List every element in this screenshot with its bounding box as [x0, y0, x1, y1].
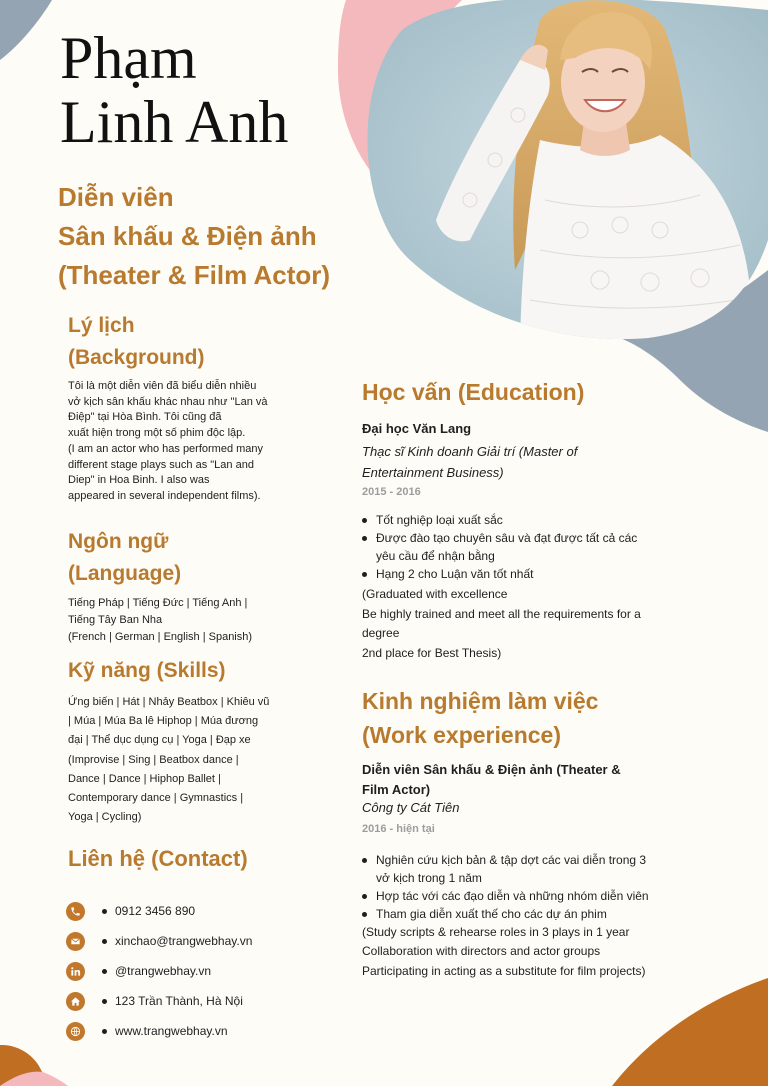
- list-item-text: Hạng 2 cho Luận văn tốt nhất: [376, 567, 534, 581]
- education-years: 2015 - 2016: [362, 486, 421, 498]
- list-item: [360, 565, 637, 583]
- list-item-text: yêu cầu để nhận bằng: [376, 549, 495, 563]
- skills-line: Dance | Dance | Hiphop Ballet |: [68, 772, 221, 785]
- education-bullets: [360, 511, 637, 583]
- phone-icon: [66, 902, 85, 921]
- background-line: vở kịch sân khấu khác nhau như "Lan và: [68, 395, 268, 408]
- work-bullets: [360, 851, 649, 923]
- contact-linkedin-text: @trangwebhay.vn: [115, 964, 212, 978]
- education-degree: [362, 441, 577, 483]
- skills-text: [68, 693, 269, 827]
- skills-line: (Improvise | Sing | Beatbox dance |: [68, 753, 239, 766]
- contact-address[interactable]: [66, 986, 252, 1016]
- home-icon: [66, 992, 85, 1011]
- full-name: [60, 26, 288, 154]
- contact-phone[interactable]: [66, 896, 252, 926]
- contact-linkedin[interactable]: [66, 956, 252, 986]
- background-heading-line-1: Lý lịch: [68, 314, 135, 337]
- role-line-1: Diễn viên: [58, 182, 174, 212]
- name-line-2: Linh Anh: [60, 89, 289, 155]
- skills-heading: Kỹ năng (Skills): [68, 659, 226, 682]
- bullet-dot: [102, 999, 107, 1004]
- background-heading-line-2: (Background): [68, 346, 205, 369]
- list-item-text: vở kịch trong 1 năm: [376, 871, 482, 885]
- bullet-dot: [102, 939, 107, 944]
- language-heading: [68, 526, 181, 590]
- list-item-text: Được đào tạo chuyên sâu và đạt được tất cả các: [376, 531, 638, 545]
- education-degree-line-1: Thạc sĩ Kinh doanh Giải trí (Master of: [362, 444, 578, 459]
- email-icon: [66, 932, 85, 951]
- list-item-text: Tốt nghiệp loại xuất sắc: [376, 513, 503, 527]
- contact-phone-text: 0912 3456 890: [115, 904, 196, 918]
- contact-website-text: www.trangwebhay.vn: [115, 1024, 228, 1038]
- skills-line: | Múa | Múa Ba lê Hiphop | Múa đương: [68, 715, 259, 728]
- list-item: [360, 887, 649, 905]
- work-extra-line: (Study scripts & rehearse roles in 3 plays in 1 year: [362, 925, 630, 939]
- brown-blob-bottom-right: [612, 978, 768, 1086]
- profile-photo: [330, 0, 768, 360]
- background-line: appeared in several independent films).: [68, 489, 261, 502]
- language-heading-line-1: Ngôn ngữ: [68, 530, 169, 553]
- education-english-text: [362, 585, 641, 663]
- background-line: Diep" in Hoa Binh. I also was: [68, 474, 210, 487]
- work-heading-line-2: (Work experience): [362, 722, 561, 748]
- contact-heading: Liên hệ (Contact): [68, 846, 248, 871]
- skills-line: đại | Thể dục dụng cụ | Yoga | Đạp xe: [68, 734, 251, 747]
- list-item: [360, 851, 649, 887]
- work-job-title: [362, 760, 621, 800]
- background-line: (I am an actor who has performed many: [68, 442, 264, 455]
- contact-email-text: xinchao@trangwebhay.vn: [115, 934, 253, 948]
- language-text: [68, 595, 252, 646]
- education-heading: Học vấn (Education): [362, 379, 585, 405]
- skills-line: Ứng biến | Hát | Nhảy Beatbox | Khiêu vũ: [68, 696, 270, 708]
- list-item-text: Tham gia diễn xuất thế cho các dự án phim: [376, 907, 607, 921]
- role-line-2: Sân khấu & Điện ảnh: [58, 221, 317, 251]
- contact-website[interactable]: [66, 1016, 252, 1046]
- bullet-dot: [102, 909, 107, 914]
- work-extra-line: Collaboration with directors and actor groups: [362, 944, 601, 959]
- background-line: Tôi là một diễn viên đã biểu diễn nhiều: [68, 380, 257, 392]
- work-extra-line: Participating in acting as a substitute for film projects): [362, 963, 646, 978]
- linkedin-icon: [66, 962, 85, 981]
- background-line: Điệp" tại Hòa Bình. Tôi cũng đã: [68, 411, 222, 424]
- language-line: Tiếng Tây Ban Nha: [68, 614, 163, 626]
- bullet-dot: [102, 969, 107, 974]
- contact-email[interactable]: [66, 926, 252, 956]
- work-heading: [362, 684, 598, 752]
- globe-icon: [66, 1022, 85, 1041]
- contact-address-text: 123 Trần Thành, Hà Nội: [115, 994, 243, 1008]
- background-line: different stage plays such as "Lan and: [68, 458, 254, 471]
- background-heading: [68, 310, 205, 374]
- list-item-text: Hợp tác với các đạo diễn và những nhóm diễn viên: [376, 889, 649, 903]
- job-title: [58, 178, 330, 295]
- name-line-1: Phạm: [60, 25, 197, 91]
- list-item-text: Nghiên cứu kịch bản & tập dợt các vai diễn trong 3: [376, 853, 647, 867]
- work-company: Công ty Cát Tiên: [362, 800, 460, 815]
- background-line: xuất hiện trong một số phim độc lập.: [68, 427, 246, 440]
- slate-blob-top-left: [0, 0, 52, 60]
- education-degree-line-2: Entertainment Business): [362, 465, 504, 480]
- work-heading-line-1: Kinh nghiệm làm việc: [362, 688, 599, 714]
- language-line: (French | German | English | Spanish): [68, 631, 253, 643]
- work-title-line-1: Diễn viên Sân khấu & Điện ảnh (Theater &: [362, 762, 621, 777]
- bullet-dot: [102, 1029, 107, 1034]
- skills-line: Contemporary dance | Gymnastics |: [68, 792, 244, 805]
- education-extra-line: degree: [362, 626, 400, 641]
- work-title-line-2: Film Actor): [362, 782, 431, 797]
- work-english-text: [362, 923, 645, 981]
- role-line-3: (Theater & Film Actor): [58, 260, 331, 290]
- background-text: [68, 379, 283, 505]
- education-institution: Đại học Văn Lang: [362, 421, 472, 436]
- skills-line: Yoga | Cycling): [68, 811, 142, 824]
- list-item: [360, 905, 649, 923]
- education-extra-line: (Graduated with excellence: [362, 587, 508, 601]
- education-extra-line: 2nd place for Best Thesis): [362, 645, 502, 660]
- work-years: 2016 - hiện tại: [362, 823, 435, 835]
- language-line: Tiếng Pháp | Tiếng Đức | Tiếng Anh |: [68, 597, 248, 609]
- list-item: [360, 529, 637, 565]
- contact-list: [66, 896, 252, 1046]
- language-heading-line-2: (Language): [68, 562, 182, 585]
- education-extra-line: Be highly trained and meet all the requirements for a: [362, 606, 641, 621]
- list-item: [360, 511, 637, 529]
